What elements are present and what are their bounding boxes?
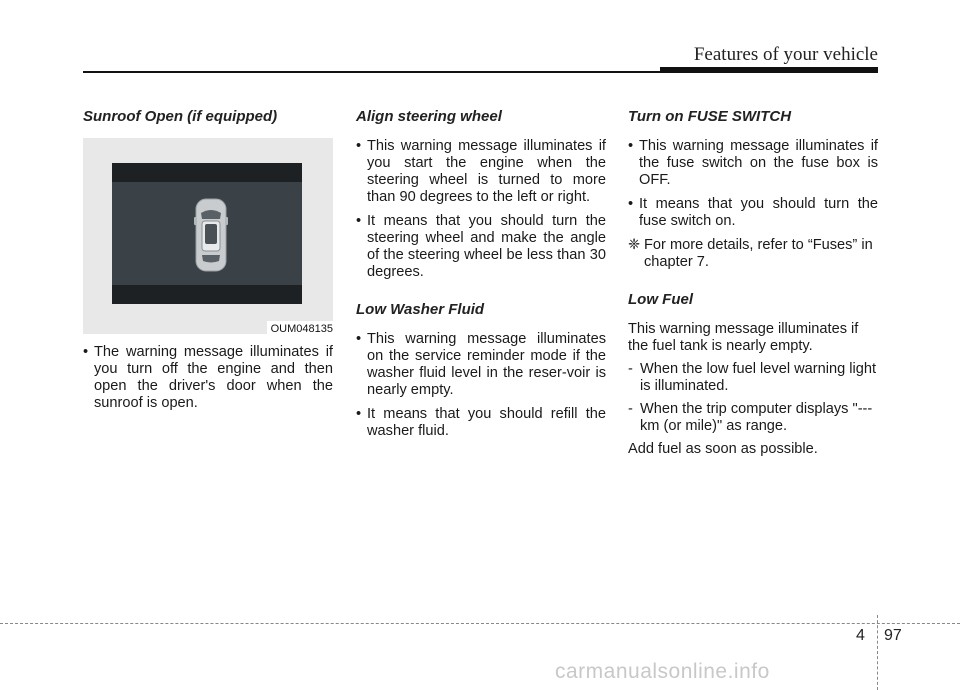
- column-3: [628, 108, 878, 464]
- figure-code: OUM048135: [267, 321, 333, 338]
- heading-align-steering: Align steering wheel: [356, 108, 502, 125]
- list-item: • This warning message illuminates if the fuse switch on the fuse box is OFF.: [628, 138, 878, 188]
- list-item: • It means that you should turn the fuse switch on.: [628, 196, 878, 229]
- fuse-switch-bullets: [628, 138, 878, 230]
- low-fuel-intro: This warning message illuminates if the fuel tank is nearly empty.: [628, 321, 859, 354]
- list-item: • It means that you should refill the washer fluid.: [356, 406, 606, 439]
- list-item: • This warning message illuminates on the service reminder mode if the washer fluid level in the reser-voir is nearly empty.: [356, 331, 606, 398]
- header-rule-thick: [660, 67, 878, 73]
- header-rule-thin: [83, 71, 663, 73]
- car-top-view-icon: [193, 197, 229, 273]
- heading-fuse-switch: Turn on FUSE SWITCH: [628, 108, 792, 125]
- page-number: 97: [884, 627, 902, 644]
- list-item: • The warning message illuminates if you turn off the engine and then open the driver's door when the sunroof is open.: [83, 344, 333, 411]
- section-title: Features of your vehicle: [693, 44, 878, 65]
- column-2: [356, 108, 606, 447]
- note-mark-icon: ❈: [628, 237, 641, 253]
- list-item: • This warning message illuminates if you start the engine when the steering wheel is turned to more than 90 degrees to the left or right.: [356, 138, 606, 205]
- sunroof-bullets: [83, 344, 333, 412]
- cluster-display: [112, 163, 302, 304]
- heading-low-washer-fluid: Low Washer Fluid: [356, 301, 485, 318]
- watermark: carmanualsonline.info: [555, 660, 770, 683]
- low-fuel-outro: Add fuel as soon as possible.: [628, 441, 818, 457]
- heading-low-fuel: Low Fuel: [628, 291, 693, 308]
- list-item: • It means that you should turn the steering wheel and make the angle of the steering wheel be less than 30 degrees.: [356, 213, 606, 280]
- sunroof-figure: [83, 138, 333, 334]
- footer-divider: [877, 615, 878, 690]
- fuses-note: ❈ For more details, refer to “Fuses” in chapter 7.: [628, 237, 873, 270]
- list-item: - When the low fuel level warning light is illuminated.: [628, 361, 877, 394]
- align-steering-bullets: [356, 138, 606, 281]
- chapter-number: 4: [856, 627, 865, 644]
- washer-fluid-bullets: [356, 331, 606, 440]
- column-1: [83, 108, 333, 419]
- list-item: - When the trip computer displays "--- km (or mile)" as range.: [628, 401, 873, 434]
- heading-sunroof-open: Sunroof Open (if equipped): [83, 108, 278, 125]
- footer-rule: [0, 623, 960, 624]
